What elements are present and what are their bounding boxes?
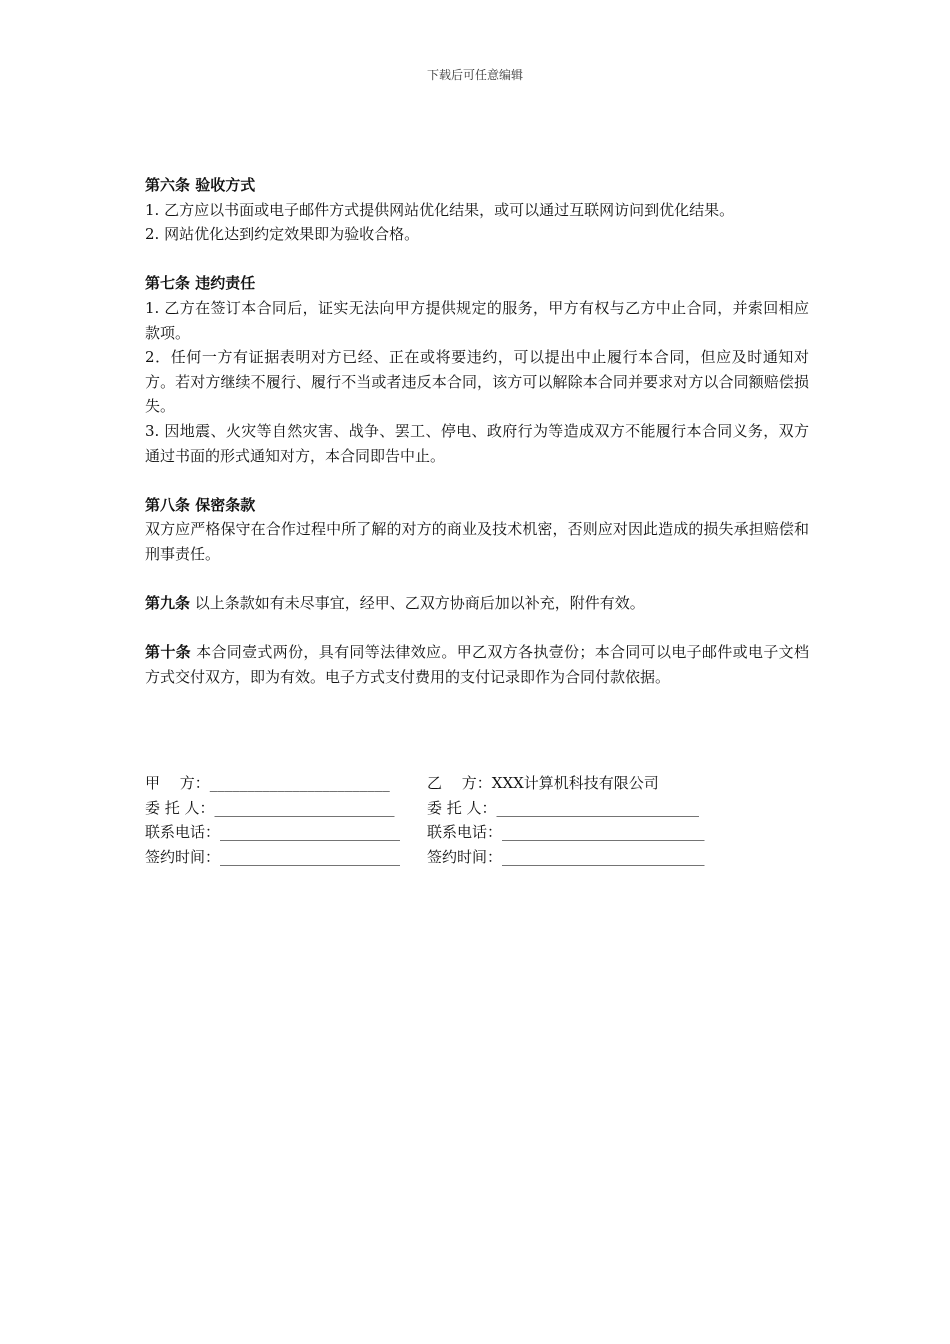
clause-body: 以上条款如有未尽事宜，经甲、乙双方协商后加以补充，附件有效。 — [190, 594, 645, 613]
party-a-phone-field[interactable]: 联系电话：________________________ — [145, 823, 401, 842]
clause-item: 2. 网站优化达到约定效果即为验收合格。 — [145, 225, 420, 244]
section-liability — [145, 271, 809, 468]
clause-body: 本合同壹式两份，具有同等法律效应。甲乙双方各执壹份；本合同可以电子邮件或电子文档方式交付双方，即为有效。电子方式支付费用的支付记录即作为合同付款依据。 — [145, 643, 809, 686]
section-confidentiality — [145, 493, 809, 567]
party-b-field[interactable]: 乙 方：XXX计算机科技有限公司 — [427, 774, 659, 792]
clause-body: 双方应严格保守在合作过程中所了解的对方的商业及技术机密，否则应对因此造成的损失承担赔偿和刑事责任。 — [145, 520, 809, 563]
contract-body — [145, 173, 809, 714]
clause-item: 3. 因地震、火灾等自然灾害、战争、罢工、停电、政府行为等造成双方不能履行本合同义务，双方通过书面的形式通知对方，本合同即告中止。 — [145, 421, 809, 465]
section-title: 第九条 — [145, 594, 191, 613]
party-a-date-field[interactable]: 签约时间：________________________ — [145, 847, 401, 866]
signature-row-party — [145, 771, 809, 796]
section-supplement — [145, 591, 809, 616]
clause-paragraph — [145, 591, 809, 616]
clause-paragraph — [145, 640, 809, 689]
section-title: 第七条 违约责任 — [145, 274, 256, 293]
section-title: 第八条 保密条款 — [145, 495, 256, 514]
clause-item: 1. 乙方应以书面或电子邮件方式提供网站优化结果，或可以通过互联网访问到优化结果。 — [145, 200, 735, 219]
clause-item: 2．任何一方有证据表明对方已经、正在或将要违约，可以提出中止履行本合同，但应及时通知对方。若对方继续不履行、履行不当或者违反本合同，该方可以解除本合同并要求对方以合同额赔偿损失。 — [145, 348, 809, 416]
signature-row-date — [145, 845, 809, 870]
section-acceptance — [145, 173, 809, 247]
signature-row-phone — [145, 820, 809, 845]
section-copies — [145, 640, 809, 689]
page-header: 下载后可任意编辑 — [426, 68, 523, 82]
signature-row-agent — [145, 796, 809, 821]
section-title: 第十条 — [145, 643, 191, 662]
party-b-agent-field[interactable]: 委 托 人：___________________________ — [427, 798, 700, 817]
party-b-date-field[interactable]: 签约时间：___________________________ — [427, 847, 705, 866]
party-a-agent-field[interactable]: 委 托 人：________________________ — [145, 798, 395, 817]
party-a-field[interactable]: 甲 方：________________________ — [145, 774, 390, 792]
party-b-phone-field[interactable]: 联系电话：___________________________ — [427, 823, 705, 842]
section-title: 第六条 验收方式 — [145, 176, 256, 194]
signature-block — [145, 771, 809, 869]
clause-item: 1. 乙方在签订本合同后，证实无法向甲方提供规定的服务，甲方有权与乙方中止合同，并索回相应款项。 — [145, 298, 809, 342]
